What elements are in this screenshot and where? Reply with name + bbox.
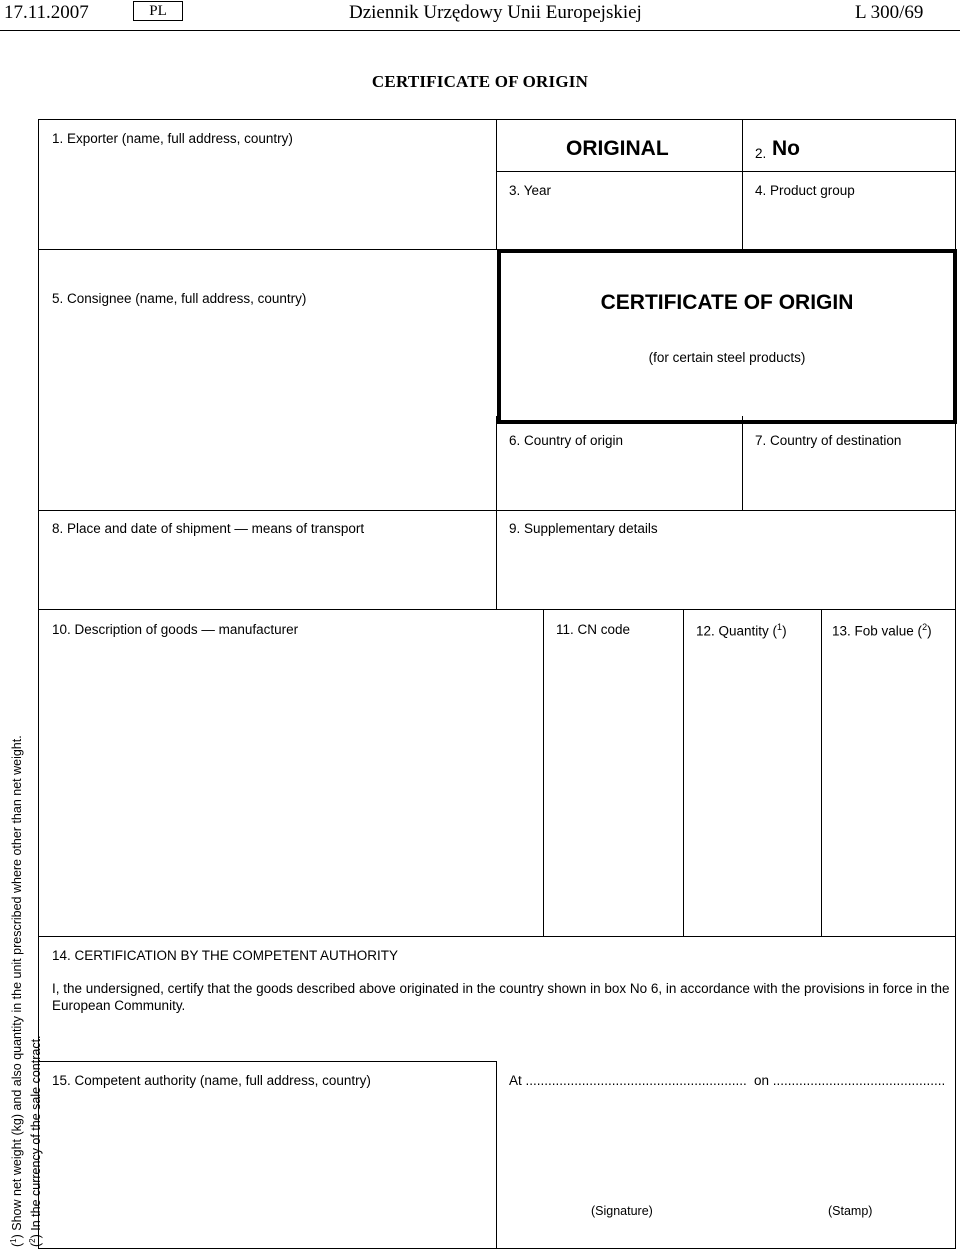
original-label: ORIGINAL bbox=[566, 137, 669, 160]
supplementary-details-label: 9. Supplementary details bbox=[509, 521, 658, 536]
number-box-index: 2. bbox=[755, 146, 767, 161]
consignee-label: 5. Consignee (name, full address, country) bbox=[52, 291, 307, 306]
quantity-label: 12. Quantity ($^1$) bbox=[696, 622, 787, 639]
certification-title: 14. CERTIFICATION BY THE COMPETENT AUTHORITY bbox=[52, 948, 399, 963]
page-title: CERTIFICATE OF ORIGIN bbox=[371, 72, 589, 91]
language-badge: PL bbox=[133, 1, 183, 21]
exporter-label: 1. Exporter (name, full address, country) bbox=[52, 131, 293, 146]
page-reference: L 300/69 bbox=[855, 2, 924, 23]
cn-code-label: 11. CN code bbox=[556, 622, 631, 637]
shipment-label: 8. Place and date of shipment — means of transport bbox=[52, 521, 365, 536]
on-field: on .............................................. bbox=[754, 1073, 946, 1088]
certificate-title-box bbox=[497, 249, 957, 424]
product-group-label: 4. Product group bbox=[755, 183, 855, 198]
certificate-title: CERTIFICATE OF ORIGIN bbox=[600, 291, 854, 314]
fob-value-label: 13. Fob value ($^2$) bbox=[832, 622, 932, 639]
header-date: 17.11.2007 bbox=[4, 2, 89, 23]
footnotes bbox=[6, 727, 44, 1247]
journal-title: Dziennik Urzędowy Unii Europejskiej bbox=[349, 2, 642, 23]
year-label: 3. Year bbox=[509, 183, 552, 198]
at-field: At ........................................................... bbox=[509, 1073, 747, 1088]
country-of-destination-label: 7. Country of destination bbox=[755, 433, 902, 448]
header-rule bbox=[0, 30, 960, 31]
description-of-goods-label: 10. Description of goods — manufacturer bbox=[52, 622, 299, 637]
stamp-label: (Stamp) bbox=[828, 1204, 873, 1218]
number-label: No bbox=[772, 137, 800, 160]
certification-text: I, the undersigned, certify that the goods described above originated in the country shown in box No 6, in accordance with the provisions in force in the European Community. bbox=[52, 981, 950, 1013]
footnote-1: ($^1$) Show net weight (kg) and also quantity in the unit prescribed where other than net weight. bbox=[9, 735, 25, 1247]
footnote-2: ($^2$) In the currency of the sale contract. bbox=[28, 1035, 44, 1247]
competent-authority-label: 15. Competent authority (name, full address, country) bbox=[52, 1073, 371, 1088]
country-of-origin-label: 6. Country of origin bbox=[509, 433, 624, 448]
certificate-subtitle: (for certain steel products) bbox=[648, 350, 806, 365]
signature-label: (Signature) bbox=[591, 1204, 653, 1218]
